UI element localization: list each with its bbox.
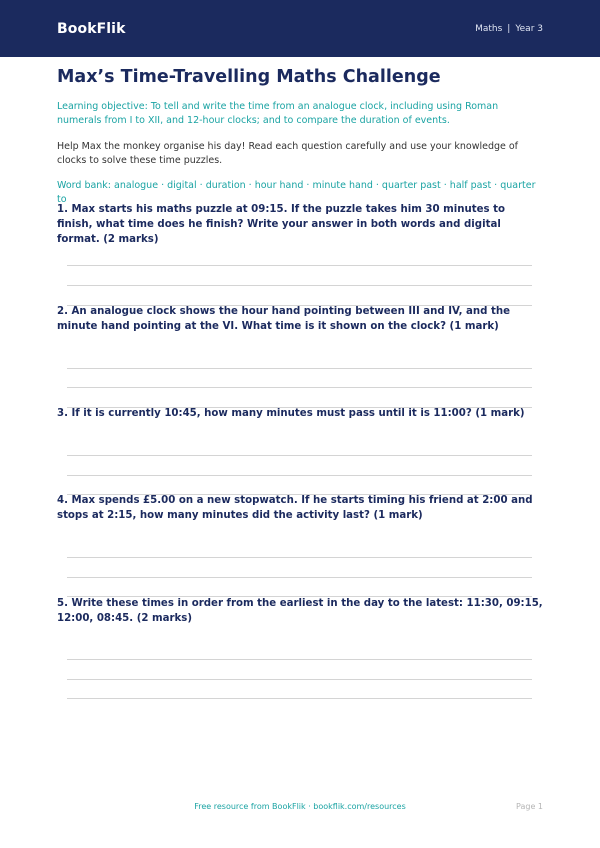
question-1: 1. Max starts his maths puzzle at 09:15. If the puzzle takes him 30 minutes to finish, what time does he finish? Write your answer in both words and digital format. (2 marks) <box>57 204 505 245</box>
footer-resource-link[interactable]: Free resource from BookFlik · bookflik.com/resources <box>194 802 406 811</box>
answer-line[interactable] <box>67 577 532 578</box>
word-bank: Word bank: analogue · digital · duration · hour hand · minute hand · quarter past · half past · quarter to <box>57 180 536 205</box>
answer-line[interactable] <box>67 679 532 680</box>
question-4: 4. Max spends £5.00 on a new stopwatch. If he starts timing his friend at 2:00 and stops at 2:15, how many minutes did the activity last? (1 mark) <box>57 495 533 521</box>
year-label: Year 3 <box>515 23 543 34</box>
brand-logo: BookFlik <box>57 20 126 37</box>
separator: | <box>507 23 511 34</box>
page-number: Page 1 <box>516 802 543 811</box>
learning-objective: Learning objective: To tell and write the time from an analogue clock, including using Roman numerals from I to XII, and 12-hour clocks; and to compare the duration of events. <box>57 101 499 126</box>
answer-line[interactable] <box>67 698 532 699</box>
answer-line[interactable] <box>67 455 532 456</box>
answer-line[interactable] <box>67 475 532 476</box>
answer-line[interactable] <box>67 265 532 266</box>
question-5: 5. Write these times in order from the earliest in the day to the latest: 11:30, 09:15, 12:00, 08:45. (2 marks) <box>57 598 543 624</box>
answer-line[interactable] <box>67 557 532 558</box>
subject-label: Maths <box>475 23 503 34</box>
page-title: Max’s Time-Travelling Maths Challenge <box>57 67 441 87</box>
answer-line[interactable] <box>67 659 532 660</box>
header-bar <box>0 0 600 57</box>
answer-line[interactable] <box>67 387 532 388</box>
intro-section <box>57 65 543 207</box>
question-2: 2. An analogue clock shows the hour hand pointing between III and IV, and the minute hand pointing at the VI. What time is it shown on the clock? (1 mark) <box>57 306 511 332</box>
intro-text: Help Max the monkey organise his day! Read each question carefully and use your knowledge of clocks to solve these time puzzles. <box>57 141 519 166</box>
answer-line[interactable] <box>67 368 532 369</box>
subject-year <box>475 24 543 34</box>
answer-line[interactable] <box>67 285 532 286</box>
question-3: 3. If it is currently 10:45, how many minutes must pass until it is 11:00? (1 mark) <box>57 408 525 419</box>
